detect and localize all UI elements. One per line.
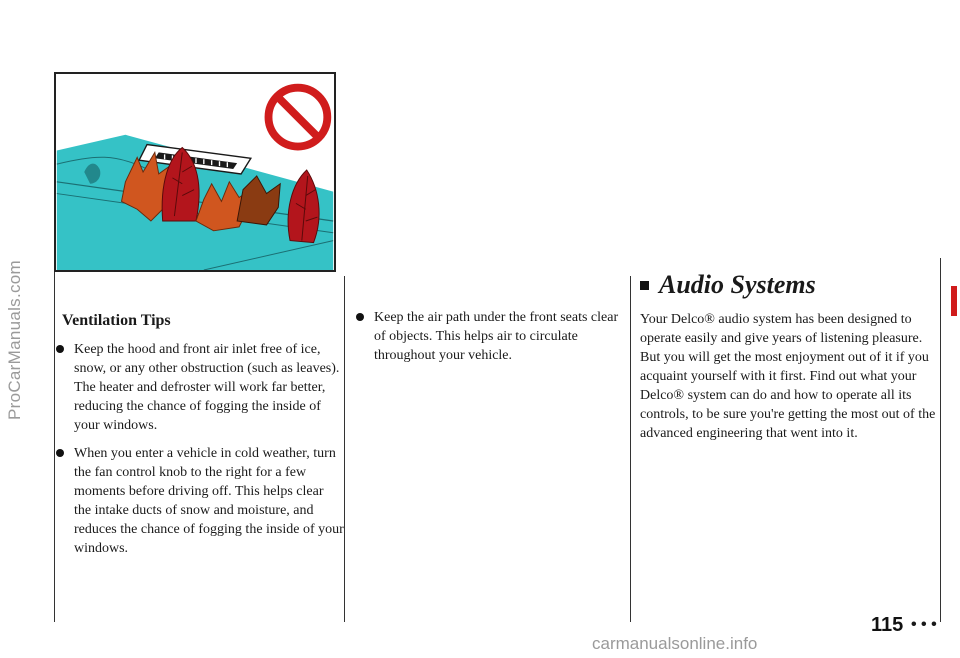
audio-systems-title: Audio Systems	[659, 270, 816, 299]
audio-systems-heading	[640, 270, 936, 300]
column-divider-2	[630, 276, 631, 622]
leaves-inlet-drawing	[56, 74, 334, 270]
list-item	[52, 444, 344, 558]
bottom-watermark: carmanualsonline.info	[592, 634, 758, 653]
column-divider-3	[940, 258, 941, 622]
ventilation-tips-continued	[352, 308, 628, 374]
side-watermark	[4, 80, 26, 600]
ventilation-tips-section	[62, 312, 344, 567]
ventilation-tips-list-continued	[352, 308, 628, 365]
bullet-icon	[56, 449, 64, 457]
prohibition-icon	[269, 88, 328, 147]
illustration-leaves-blocking-air-inlet	[54, 72, 336, 272]
page-number-dots: • • •	[911, 616, 937, 633]
bullet-icon	[356, 313, 364, 321]
audio-systems-body: Your Delco® audio system has been designed to operate easily and give years of listening pleasure. But you will get the most enjoyment out of it if you acquaint yourself with it first. Find out what your Delco® system can do and how to operate all its controls, to be sure you're getting the most out of the advanced engineering that went into it.	[640, 312, 936, 441]
ventilation-tips-heading: Ventilation Tips	[62, 312, 171, 329]
bullet-text: Keep the air path under the front seats clear of objects. This helps air to circulate throughout your vehicle.	[374, 310, 619, 363]
section-tab-marker	[951, 286, 957, 316]
column-divider-1	[344, 276, 345, 622]
bullet-text: Keep the hood and front air inlet free of ice, snow, or any other obstruction (such as leaves). The heater and defroster will work far better, reducing the chance of fogging the inside of your windows.	[74, 342, 340, 433]
list-item	[52, 340, 344, 435]
bullet-icon	[56, 345, 64, 353]
square-bullet-icon	[640, 281, 649, 290]
page-number: 115	[871, 614, 904, 636]
bullet-text: When you enter a vehicle in cold weather, turn the fan control knob to the right for a few moments before driving off. This helps clear the intake ducts of snow and moisture, and reduces the chance of fogging the inside of your windows.	[74, 446, 344, 556]
list-item	[352, 308, 628, 365]
ventilation-tips-list	[62, 340, 344, 558]
side-watermark-text: ProCarManuals.com	[5, 259, 25, 421]
audio-systems-section	[640, 270, 936, 443]
